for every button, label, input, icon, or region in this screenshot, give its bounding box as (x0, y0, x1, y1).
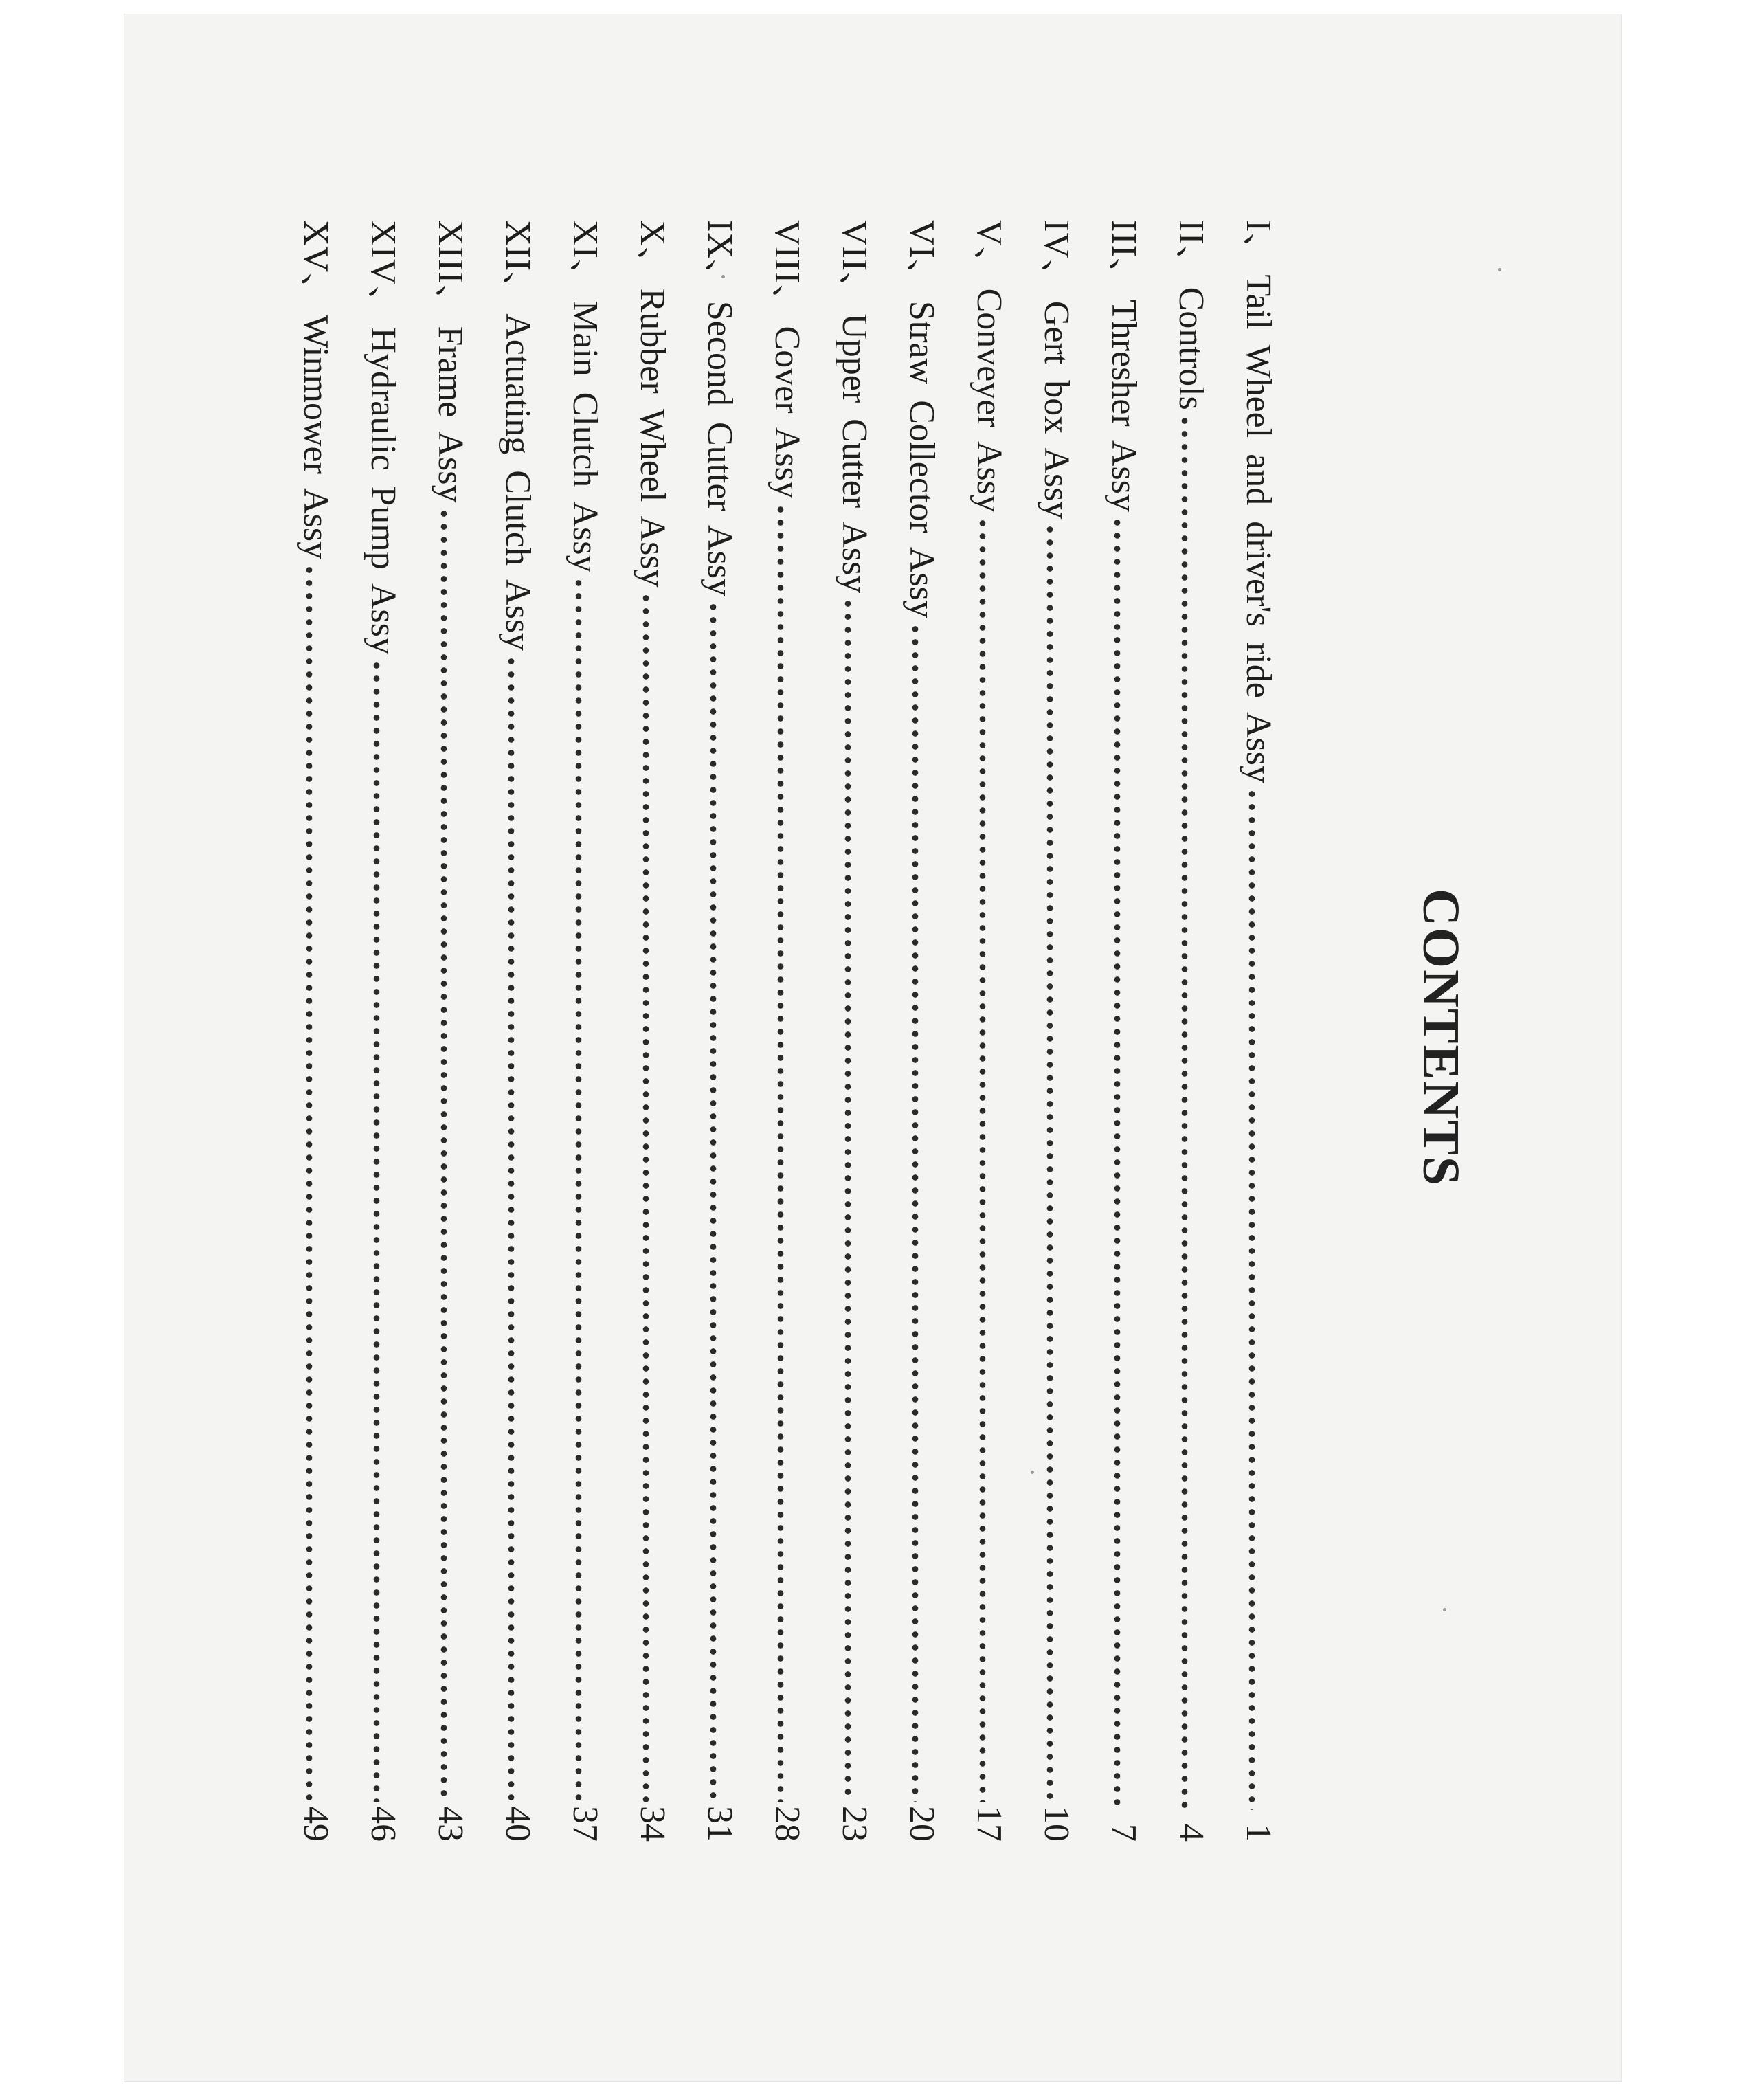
entry-title: Cover Assy (767, 326, 807, 499)
toc-entry[interactable] (484, 220, 551, 1842)
entry-number: VI、 (902, 220, 941, 295)
toc-entry[interactable] (820, 220, 888, 1842)
entry-title: Actuating Clutch Assy (498, 313, 537, 651)
dot-leader (641, 592, 651, 1802)
entry-page-number: 1 (1239, 1824, 1278, 1842)
entry-number: I、 (1239, 220, 1278, 269)
entry-number: X、 (633, 220, 672, 283)
entry-number: XIV、 (363, 220, 403, 322)
entry-title: Conveyer Assy (970, 288, 1009, 513)
toc-entry[interactable] (753, 220, 820, 1842)
entry-title: Thresher Assy (1104, 299, 1143, 512)
entry-page-number: 10 (1037, 1806, 1076, 1842)
entry-number: IX、 (700, 220, 739, 295)
rotated-page (296, 158, 1498, 1917)
entry-number: IV、 (1037, 220, 1076, 295)
toc-entry[interactable] (1090, 220, 1157, 1842)
entry-title: Winmower Assy (296, 315, 335, 560)
entry-page-number: 40 (498, 1806, 537, 1842)
toc-entry[interactable] (955, 220, 1022, 1842)
dot-leader (506, 655, 516, 1802)
dot-leader (978, 517, 987, 1802)
entry-page-number: 20 (902, 1806, 941, 1842)
toc-entry[interactable] (888, 220, 955, 1842)
entry-page-number: 34 (633, 1806, 672, 1842)
entry-number: VII、 (835, 220, 874, 309)
page-title: CONTENTS (1412, 888, 1470, 1187)
entry-page-number: 28 (767, 1806, 807, 1842)
entry-page-number: 31 (700, 1806, 739, 1842)
paper-speck (1498, 268, 1501, 271)
entry-title: Controls (1172, 287, 1211, 410)
entry-page-number: 4 (1172, 1824, 1211, 1842)
entry-number: XV、 (296, 220, 335, 310)
entry-page-number: 7 (1104, 1824, 1143, 1842)
dot-leader (910, 623, 920, 1802)
toc-entry[interactable] (686, 220, 753, 1842)
dot-leader (439, 507, 449, 1802)
toc-entry[interactable] (1022, 220, 1090, 1842)
entry-title: Tail Wheel and driver's ride Assy (1239, 274, 1278, 784)
entry-page-number: 23 (835, 1806, 874, 1842)
dot-leader (776, 503, 785, 1802)
dot-leader (1180, 414, 1189, 1810)
toc-entry[interactable] (416, 220, 484, 1842)
paper-sheet (124, 14, 1622, 2082)
dot-leader (372, 659, 381, 1802)
dot-leader (1112, 516, 1122, 1810)
entry-number: XIII、 (431, 220, 470, 321)
entry-page-number: 49 (296, 1806, 335, 1842)
toc-entry[interactable] (349, 220, 416, 1842)
entry-number: XII、 (498, 220, 537, 309)
entry-title: Straw Collector Assy (902, 300, 941, 618)
table-of-contents (282, 220, 1292, 1842)
dot-leader (1247, 788, 1257, 1810)
entry-title: Hydraulic Pump Assy (363, 327, 403, 655)
entry-page-number: 43 (431, 1806, 470, 1842)
entry-title: Main Clutch Assy (565, 300, 605, 573)
entry-number: V、 (970, 220, 1009, 283)
toc-entry[interactable] (282, 220, 349, 1842)
toc-entry[interactable] (1157, 220, 1224, 1842)
entry-title: Upper Cutter Assy (835, 313, 874, 594)
entry-title: Gert box Assy (1037, 300, 1076, 520)
toc-entry[interactable] (1224, 220, 1292, 1842)
entry-page-number: 46 (363, 1806, 403, 1842)
toc-entry[interactable] (551, 220, 618, 1842)
entry-number: III、 (1104, 220, 1143, 294)
dot-leader (1045, 523, 1055, 1802)
dot-leader (304, 563, 314, 1802)
entry-title: Rubber Wheel Assy (633, 288, 672, 588)
dot-leader (843, 597, 853, 1802)
entry-number: II、 (1172, 220, 1211, 282)
entry-page-number: 17 (970, 1806, 1009, 1842)
entry-page-number: 37 (565, 1806, 605, 1842)
toc-entry[interactable] (618, 220, 686, 1842)
entry-number: XI、 (565, 220, 605, 295)
entry-title: Second Cutter Assy (700, 300, 739, 597)
dot-leader (574, 577, 583, 1802)
entry-number: VIII、 (767, 220, 807, 321)
dot-leader (708, 601, 718, 1802)
entry-title: Frame Assy (431, 326, 470, 503)
